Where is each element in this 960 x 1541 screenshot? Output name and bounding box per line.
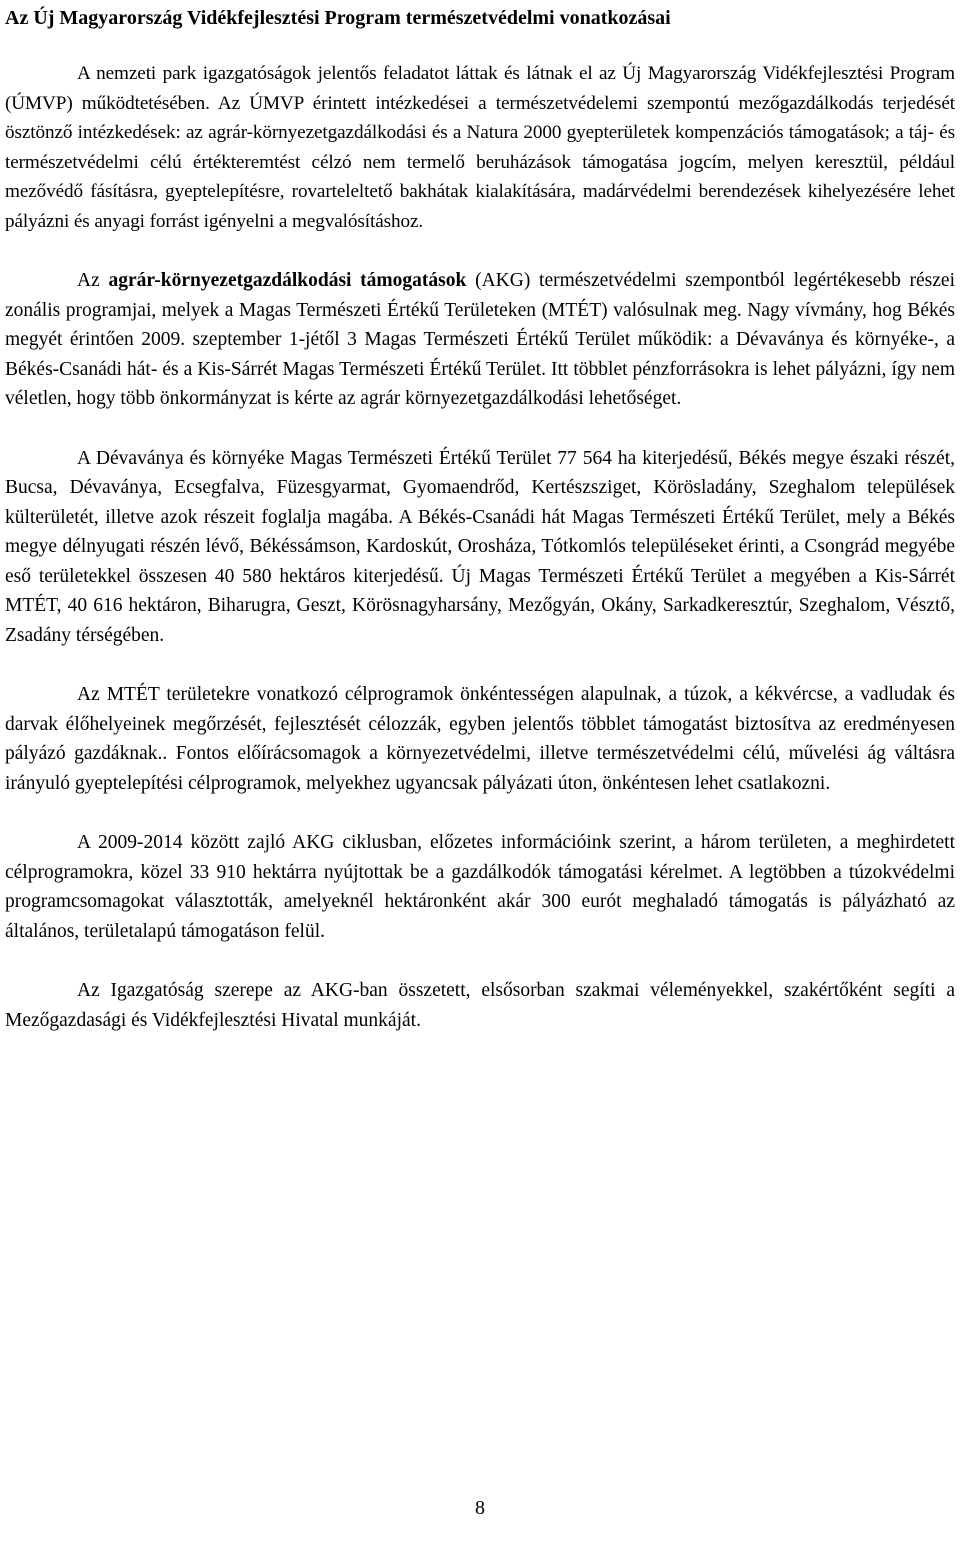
paragraph-akg-bold-term: agrár-környezetgazdálkodási támogatások: [108, 270, 467, 291]
paragraph-akg-intro: Az: [77, 270, 100, 291]
paragraph-akg-rest: (AKG) természetvédelmi szempontból legértékesebb részei zonális programjai, melyek a Magas Természeti Értékű Területeken (MTÉT) valósulnak meg. Nagy vívmány, hog Békés megyét érintően 2009. szeptember 1-jétől 3 Magas Természeti Értékű Terület működik: a Dévaványa és környéke-, a Békés-Csanádi hát- és a Kis-Sárrét Magas Természeti Értékű Terület. Itt többlet pénzforrásokra is lehet pályázni, így nem véletlen, hogy több önkormányzat is kérte az agrár környezetgazdálkodási lehetőséget.: [5, 270, 955, 409]
paragraph-umvp: A nemzeti park igazgatóságok jelentős feladatot láttak és látnak el az Új Magyarország Vidékfejlesztési Program (ÚMVP) működtetésében. Az ÚMVP érintett intézkedései a természetvédelemi szempontú mezőgazdálkodás terjedését ösztönző intézkedések: az agrár-környezetgazdálkodási és a Natura 2000 gyepterületek kompenzációs támogatások; a táj- és természetvédelmi célú értékteremtést célzó nem termelő beruházások támogatása jogcím, melyen keresztül, például mezővédő fásításra, gyeptelepítésre, rovarteleltető bakhátak kialakítására, madárvédelmi berendezések kihelyezésére lehet pályázni és anyagi forrást igényelni a megvalósításhoz.: [5, 63, 955, 232]
document-title: Az Új Magyarország Vidékfejlesztési Program természetvédelmi vonatkozásai: [5, 7, 671, 29]
paragraph-akg-cycle: A 2009-2014 között zajló AKG ciklusban, előzetes információink szerint, a három területen, a meghirdetett célprogramokra, közel 33 910 hektárra nyújtottak be a gazdálkodók támogatási kérelmet. A legtöbben a túzokvédelmi programcsomagokat választották, amelyeknél hektáronként akár 300 eurót meghaladó támogatás is pályázható az általános, területalapú támogatáson felül.: [5, 832, 955, 942]
paragraph-target-programs: Az MTÉT területekre vonatkozó célprogramok önkéntességen alapulnak, a túzok, a kékvércse, a vadludak és darvak élőhelyeinek megőrzését, fejlesztését célozzák, egyben jelentős többlet támogatást biztosítva az eredményesen pályázó gazdáknak.. Fontos előírácsomagok a környezetvédelmi, illetve természetvédelmi célú, művelési ág váltásra irányuló gyeptelepítési célprogramok, melyekhez ugyancsak pályázati úton, önkéntesen lehet csatlakozni.: [5, 684, 955, 794]
page-number: 8: [475, 1497, 485, 1519]
paragraph-directorate-role: Az Igazgatóság szerepe az AKG-ban összetett, elsősorban szakmai véleményekkel, szakértőként segíti a Mezőgazdasági és Vidékfejlesztési Hivatal munkáját.: [5, 980, 955, 1031]
paragraph-akg: [5, 266, 955, 414]
paragraph-mtet-areas: A Dévaványa és környéke Magas Természeti Értékű Terület 77 564 ha kiterjedésű, Békés megye északi részét, Bucsa, Dévaványa, Ecsegfalva, Füzesgyarmat, Gyomaendrőd, Kertészsziget, Körösladány, Szeghalom települések külterületét, illetve azok részeit foglalja magába. A Békés-Csanádi hát Magas Természeti Értékű Terület, mely a Békés megye délnyugati részén lévő, Békéssámson, Kardoskút, Orosháza, Tótkomlós településeket érinti, a Csongrád megyébe eső területekkel összesen 40 580 hektáros kiterjedésű. Új Magas Természeti Értékű Terület a megyében a Kis-Sárrét MTÉT, 40 616 hektáron, Biharugra, Geszt, Körösnagyharsány, Mezőgyán, Okány, Sarkadkeresztúr, Szeghalom, Vésztő, Zsadány térségében.: [5, 447, 955, 646]
